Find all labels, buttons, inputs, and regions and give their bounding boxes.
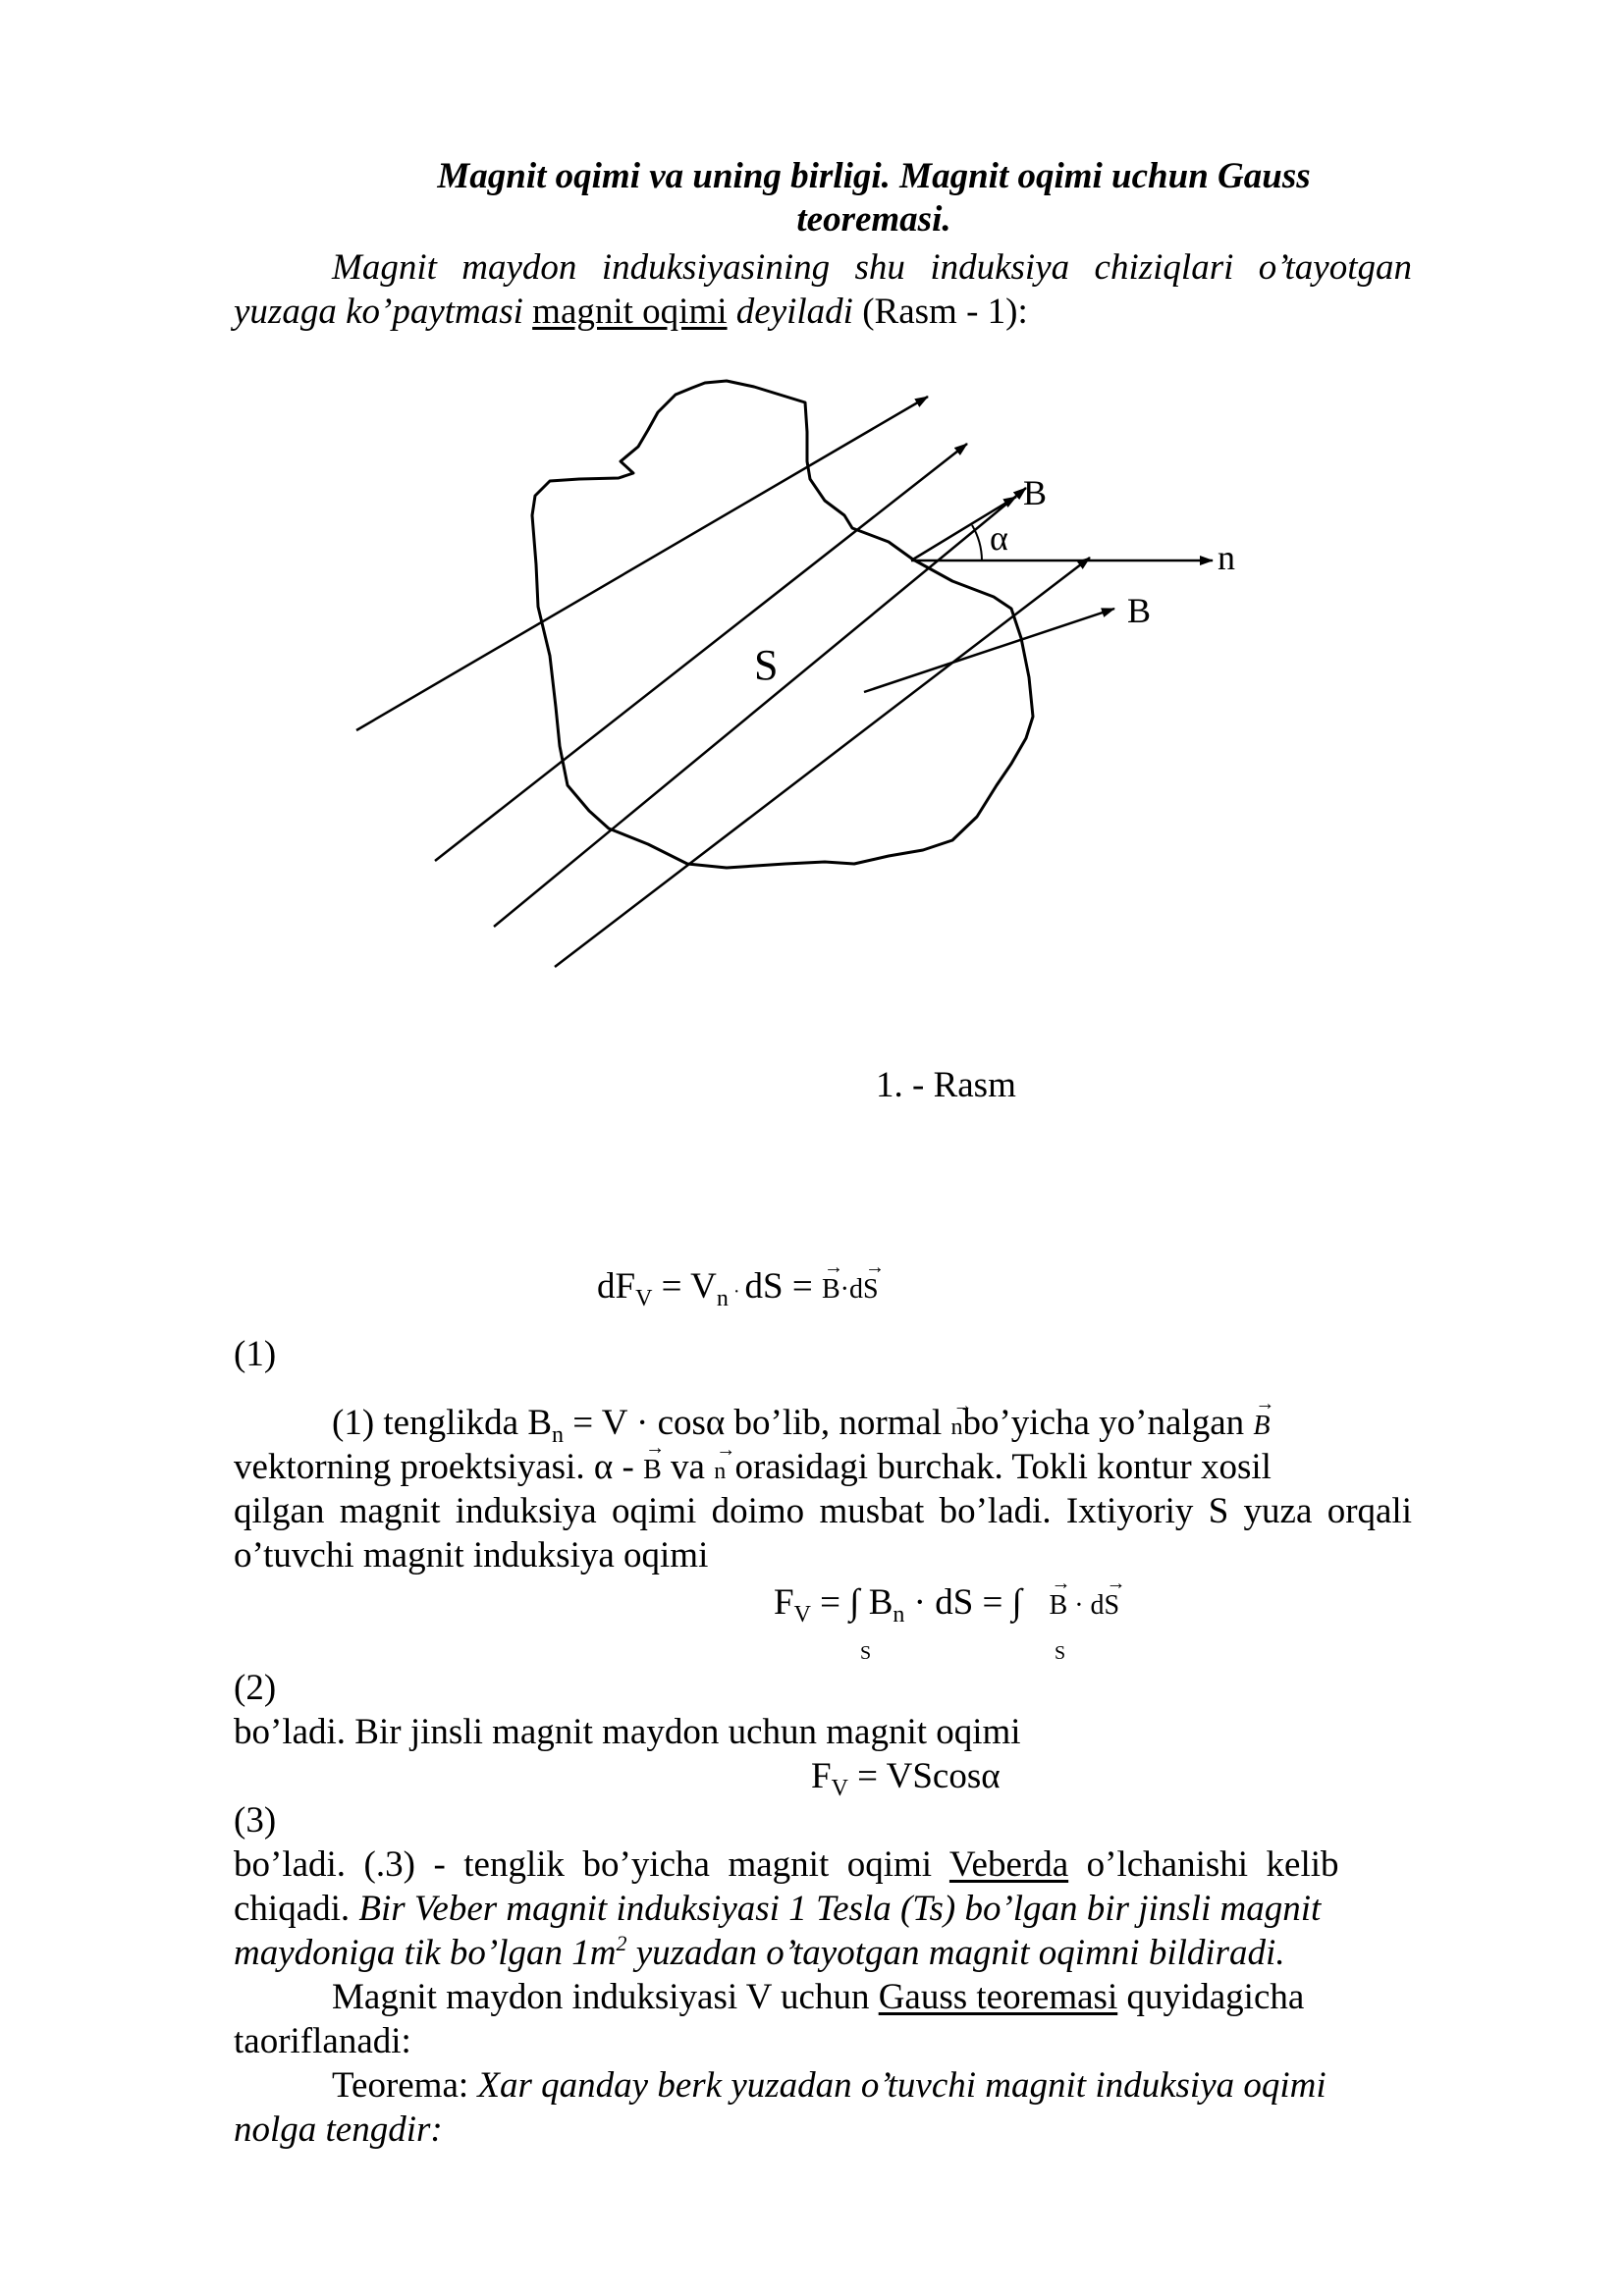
term-veberda: Veberda	[948, 1844, 1069, 1885]
integral-2-lower-limit: S	[1055, 1642, 1066, 1664]
para1-line-3: qilgan magnit induksiya oqimi doimo musbat bo’ladi. Ixtiyoriy S yuza orqali	[234, 1491, 1412, 1531]
field-line-5	[864, 609, 1114, 692]
field-line-4	[555, 558, 1090, 967]
title-line-1: Magnit oqimi va uning birligi. Magnit oqimi uchun Gauss	[437, 156, 1311, 196]
intro-line-1: Magnit maydon induksiyasining shu induksiya chiziqlari o’tayotgan	[332, 247, 1412, 288]
label-b-bottom: B	[1127, 591, 1152, 630]
label-alpha: α	[990, 518, 1008, 558]
term-magnit-oqimi: magnit oqimi	[532, 292, 728, 332]
figure-caption: 1. - Rasm	[876, 1065, 1016, 1105]
para4-line-2: taoriflanadi:	[234, 2021, 411, 2061]
para5-line-2: nolga tengdir:	[234, 2109, 443, 2150]
label-n: n	[1218, 538, 1235, 577]
surface-contour	[532, 381, 1033, 868]
figure-magnetic-flux	[0, 0, 1624, 1080]
field-line-2	[435, 444, 967, 861]
equation-1-number: (1)	[234, 1334, 277, 1374]
field-line-3	[494, 488, 1026, 927]
field-line-1	[356, 397, 928, 730]
para3-line-2: chiqadi. Bir Veber magnit induksiyasi 1 Tesla (Ts) bo’lgan bir jinsli magnit	[234, 1889, 1322, 1929]
intro-line-2: yuzaga ko’paytmasi magnit oqimi deyiladi (Rasm - 1):	[234, 292, 1028, 332]
integral-sign-2: ∫	[1011, 1582, 1022, 1623]
para3-line-3: maydoniga tik bo’lgan $1m^2$ yuzadan o’tayotgan magnit oqimni bildiradi.	[234, 1931, 1285, 1973]
para3-line-1: bo’ladi. (.3) - tenglik bo’yicha magnit oqimi Veberda o’lchanishi kelib	[234, 1844, 1339, 1885]
equation-3: $F_V = VScos\alpha$	[811, 1756, 1001, 1801]
label-s: S	[754, 641, 779, 689]
para2-line-1: bo’ladi. Bir jinsli magnit maydon uchun magnit oqimi	[234, 1712, 1021, 1752]
para1-line-1: (1) tenglikda $B_n = V \cdot \cos\alpha$ bo’lib, normal → nbo’yicha yo’nalgan → B	[234, 1401, 1412, 1450]
term-gauss-teoremasi: Gauss teoremasi	[878, 1977, 1118, 2017]
label-b-top: B	[1023, 473, 1048, 512]
para1-line-4: o’tuvchi magnit induksiya oqimi	[234, 1535, 709, 1575]
para4-line-1: Magnit maydon induksiyasi V uchun Gauss teoremasi quyidagicha	[332, 1977, 1305, 2017]
integral-1-lower-limit: S	[860, 1642, 872, 1664]
equation-2-number: (2)	[234, 1668, 277, 1708]
integral-sign-1: ∫	[849, 1582, 860, 1623]
para1-line-2: vektorning proektsiyasi. α - → B va → n orasidagi burchak. Tokli kontur xosil	[234, 1445, 1272, 1494]
equation-3-number: (3)	[234, 1800, 277, 1841]
para5-line-1: Teorema: Xar qanday berk yuzadan o’tuvchi magnit induksiya oqimi	[332, 2065, 1326, 2106]
equation-2: $F_V$ = ∫ $B_n$ · dS = ∫ → B · d→ S	[774, 1580, 1119, 1628]
title-line-2: teoremasi.	[796, 199, 951, 240]
equation-1: $dF_V = V_n$ · dS = → B·d→ S	[597, 1264, 879, 1314]
